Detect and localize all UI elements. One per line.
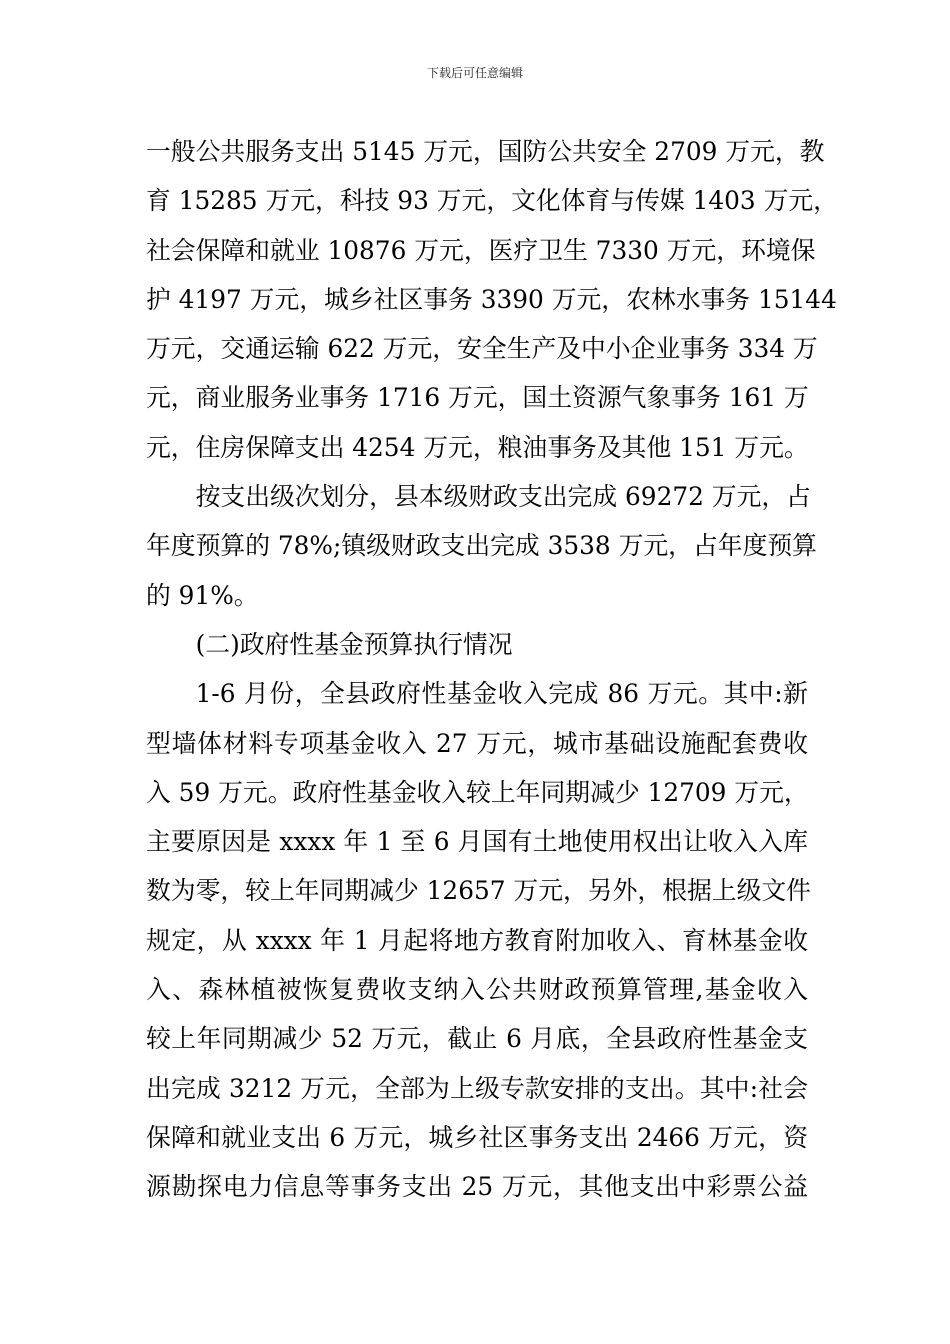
text-line: 按支出级次划分，县本级财政支出完成 69272 万元，占 bbox=[195, 482, 811, 512]
text-line: 型墙体材料专项基金收入 27 万元，城市基础设施配套费收 bbox=[146, 728, 808, 758]
text-line: 护 4197 万元，城乡社区事务 3390 万元，农林水事务 15144 bbox=[146, 284, 837, 314]
text-line: 数为零，较上年同期减少 12657 万元，另外，根据上级文件 bbox=[146, 876, 811, 906]
text-line: 元，商业服务业事务 1716 万元，国土资源气象事务 161 万 bbox=[146, 383, 809, 413]
text-line: 出完成 3212 万元，全部为上级专款安排的支出。其中:社会 bbox=[146, 1073, 808, 1103]
paragraph-expenditure-items bbox=[146, 127, 838, 472]
text-line: 的 91%。 bbox=[146, 580, 259, 610]
paragraph-expenditure-levels bbox=[146, 472, 817, 620]
page-header: 下载后可任意编辑 bbox=[426, 66, 523, 80]
text-line: 元，住房保障支出 4254 万元，粮油事务及其他 151 万元。 bbox=[146, 432, 809, 462]
text-line: 万元，交通运输 622 万元，安全生产及中小企业事务 334 万 bbox=[146, 334, 818, 364]
heading-line: (二)政府性基金预算执行情况 bbox=[195, 629, 513, 659]
document-body bbox=[146, 127, 838, 1212]
text-line: 规定，从 xxxx 年 1 月起将地方教育附加收入、育林基金收 bbox=[146, 925, 808, 955]
text-line: 源勘探电力信息等事务支出 25 万元，其他支出中彩票公益 bbox=[146, 1172, 808, 1202]
text-line: 育 15285 万元，科技 93 万元，文化体育与传媒 1403 万元， bbox=[146, 186, 838, 216]
text-line: 保障和就业支出 6 万元，城乡社区事务支出 2466 万元，资 bbox=[146, 1122, 808, 1152]
text-line: 社会保障和就业 10876 万元，医疗卫生 7330 万元，环境保 bbox=[146, 235, 816, 265]
text-line: 入 59 万元。政府性基金收入较上年同期减少 12709 万元， bbox=[146, 777, 809, 807]
section-heading bbox=[146, 620, 808, 669]
text-line: 主要原因是 xxxx 年 1 至 6 月国有土地使用权出让收入入库 bbox=[146, 827, 808, 857]
text-line: 较上年同期减少 52 万元，截止 6 月底，全县政府性基金支 bbox=[146, 1024, 808, 1054]
text-line: 入、森林植被恢复费收支纳入公共财政预算管理,基金收入 bbox=[146, 975, 808, 1005]
text-line: 1-6 月份，全县政府性基金收入完成 86 万元。其中:新 bbox=[195, 679, 808, 709]
text-line: 年度预算的 78%;镇级财政支出完成 3538 万元，占年度预算 bbox=[146, 531, 817, 561]
text-line: 一般公共服务支出 5145 万元，国防公共安全 2709 万元，教 bbox=[146, 137, 825, 166]
paragraph-fund-budget bbox=[146, 669, 811, 1211]
